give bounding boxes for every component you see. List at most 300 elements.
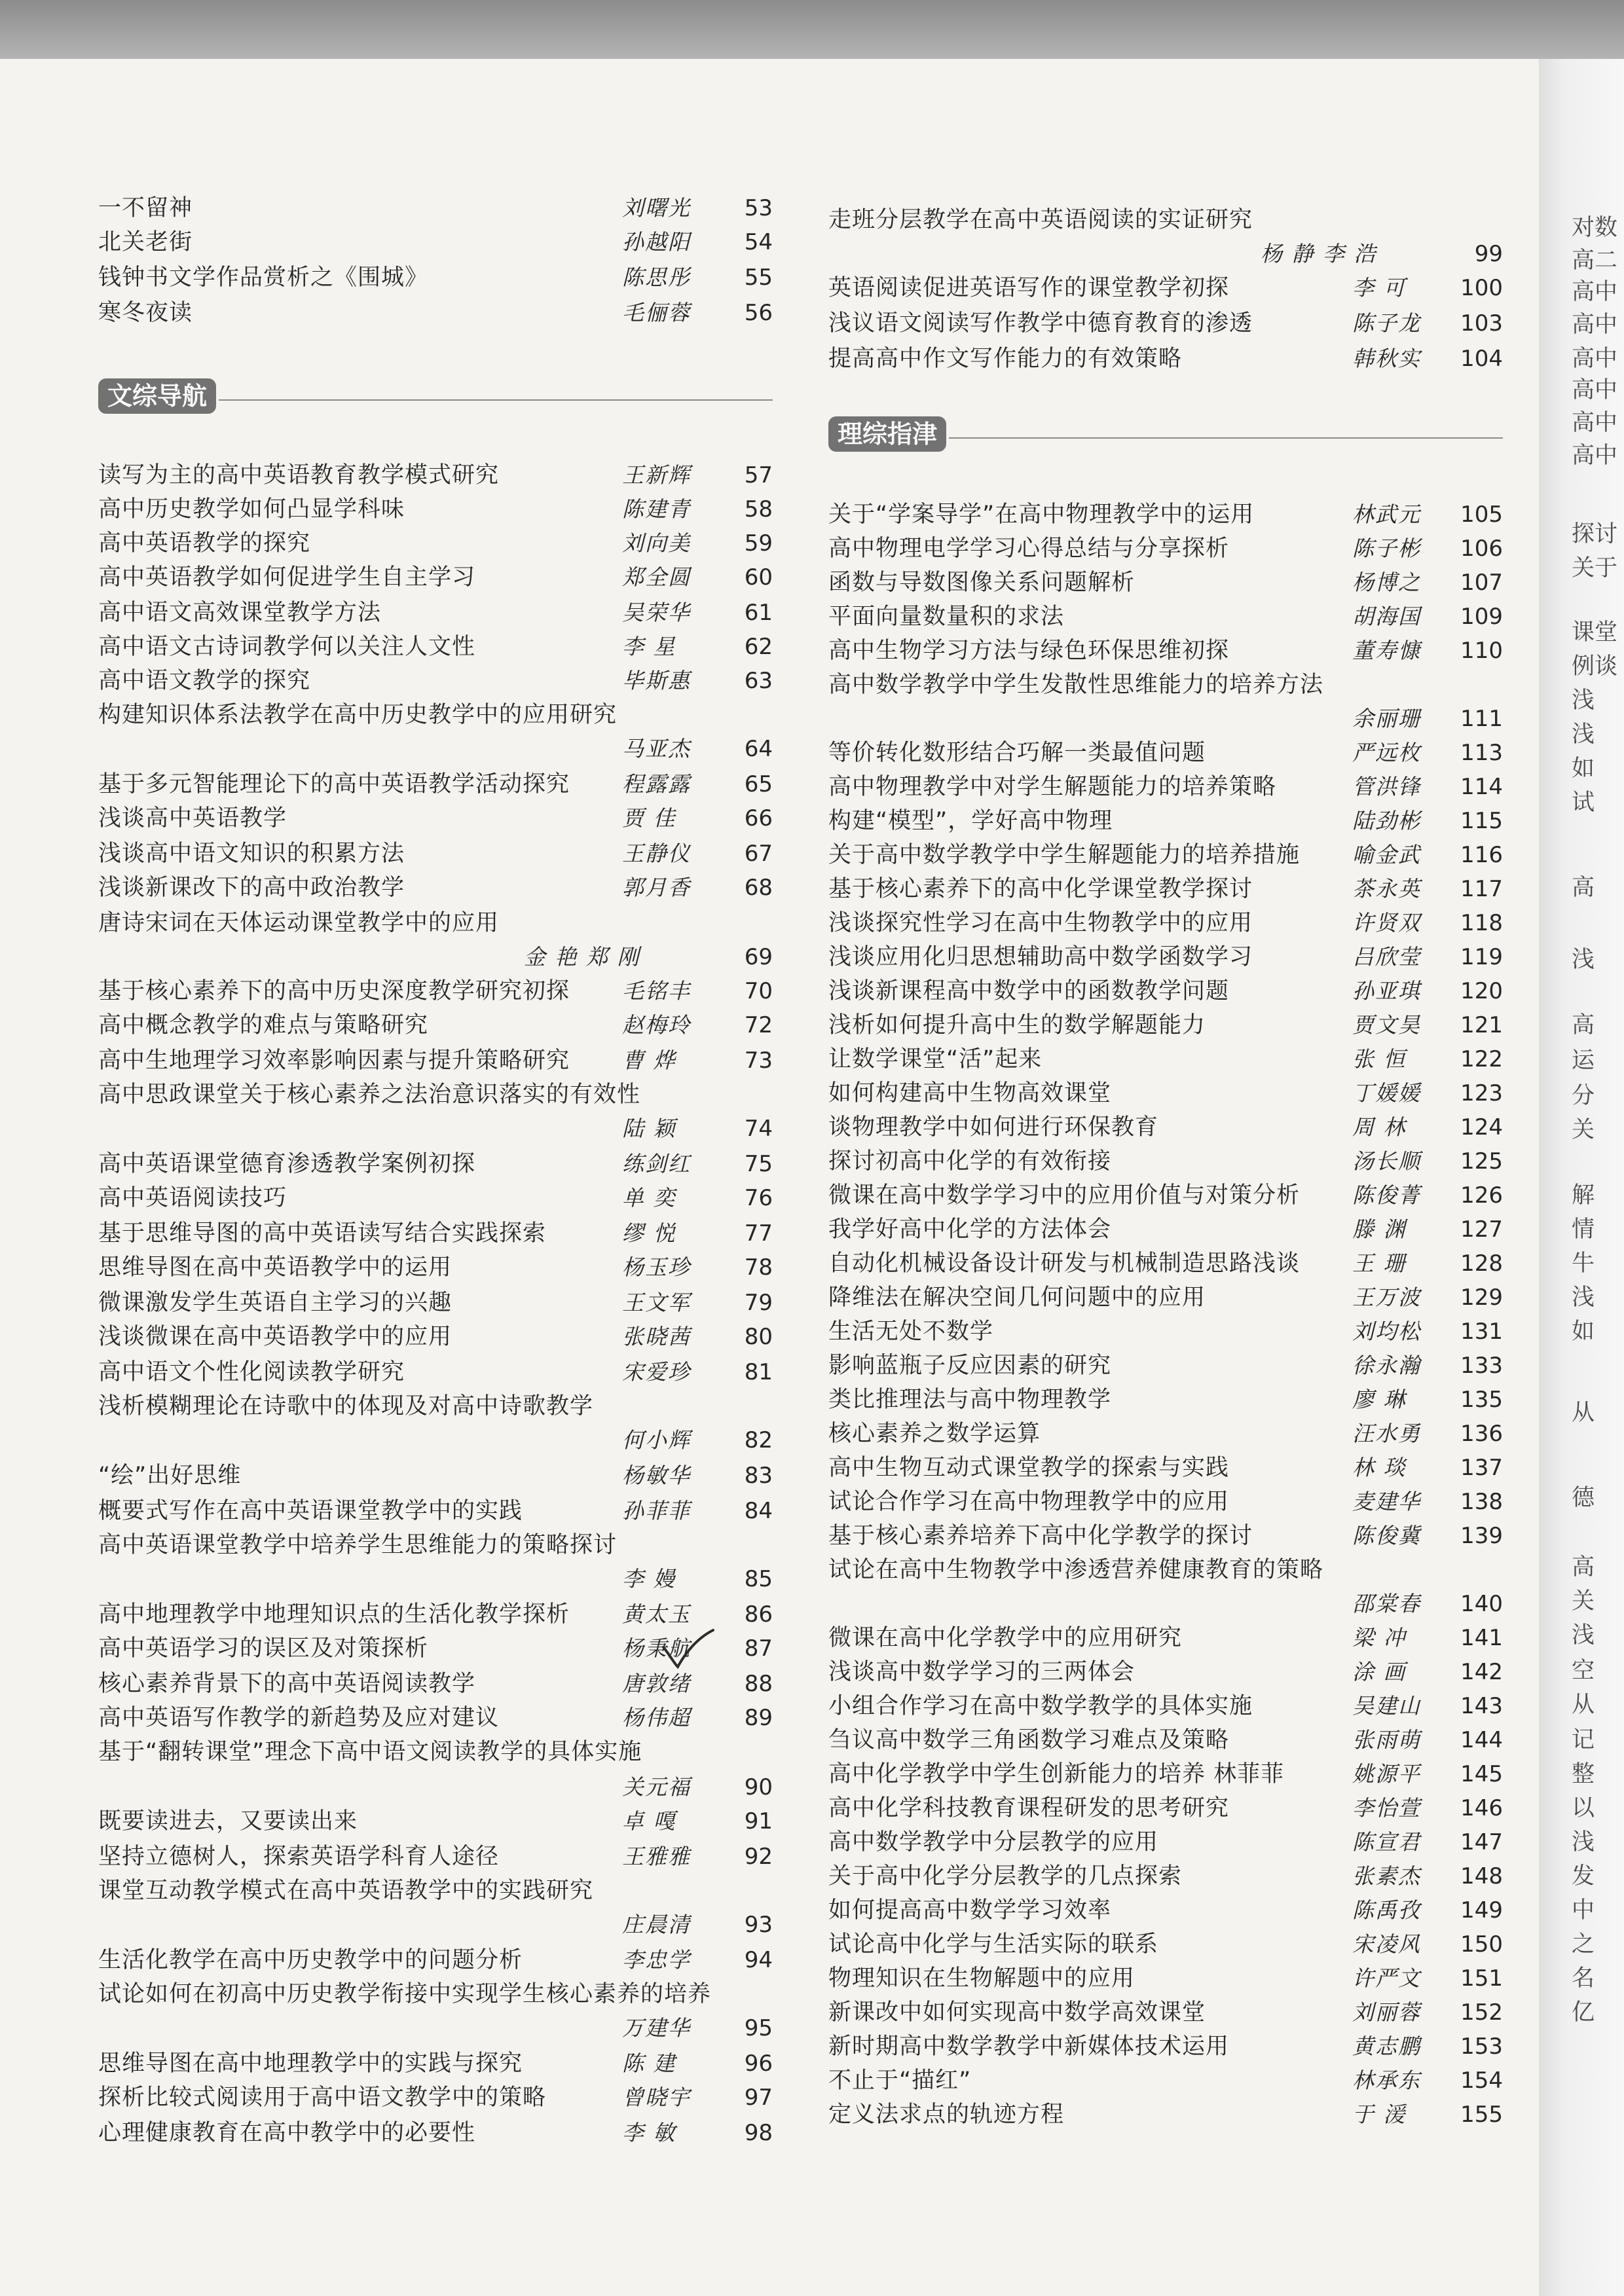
entry-title: 高中生物互动式课堂教学的探索与实践 [828, 1455, 1230, 1481]
edge-fragment: 高 [1572, 875, 1595, 901]
entry-title: 高中英语课堂教学中培养学生思维能力的策略探讨 [98, 1532, 618, 1558]
section-wenzong [98, 373, 773, 419]
toc-entry[interactable] [98, 767, 773, 801]
edge-fragment: 情 [1572, 1216, 1595, 1243]
entry-page-number: 103 [1460, 310, 1503, 337]
entry-title: 浅析如何提升高中生的数学解题能力 [828, 1012, 1206, 1038]
entry-page-number: 91 [744, 1808, 773, 1834]
entry-title: 浅谈新课改下的高中政治教学 [98, 875, 405, 901]
toc-entry[interactable] [98, 837, 773, 871]
toc-entry[interactable] [98, 1459, 773, 1493]
toc-entry[interactable] [98, 2116, 773, 2150]
entry-page-number: 109 [1460, 604, 1503, 630]
entry-title: 微课在高中化学教学中的应用研究 [828, 1625, 1183, 1651]
edge-fragment: 关 [1572, 1117, 1595, 1143]
toc-entry[interactable] [98, 1735, 773, 1769]
edge-fragment: 解 [1572, 1182, 1595, 1209]
toc-entry[interactable] [828, 1178, 1503, 1212]
entry-page-number: 83 [744, 1463, 773, 1489]
entry-author: 丁媛媛 [1352, 1080, 1421, 1106]
entry-title: 新时期高中数学教学中新媒体技术运用 [828, 2033, 1230, 2060]
toc-entry[interactable] [98, 1008, 773, 1042]
entry-title: 高中生地理学习效率影响因素与提升策略研究 [98, 1048, 570, 1074]
toc-entry[interactable] [828, 342, 1503, 376]
entry-author: 陈子龙 [1352, 310, 1421, 336]
entry-title: 探析比较式阅读用于高中语文教学中的策略 [98, 2085, 547, 2111]
toc-entry-continuation [98, 732, 773, 766]
toc-entry[interactable] [828, 1655, 1503, 1689]
entry-page-number: 141 [1460, 1625, 1503, 1651]
edge-fragment: 浅 [1572, 1622, 1595, 1649]
entry-author: 韩秋实 [1352, 346, 1421, 371]
entry-title: 函数与导数图像关系问题解析 [828, 570, 1135, 596]
toc-entry[interactable] [828, 1995, 1503, 2030]
entry-author: 庄晨清 [622, 1912, 691, 1937]
entry-author: 陈禹孜 [1352, 1897, 1421, 1923]
entry-author: 刘均松 [1352, 1319, 1421, 1344]
toc-entry[interactable] [828, 1451, 1503, 1485]
toc-entry[interactable] [98, 1840, 773, 1874]
entry-page-number: 61 [744, 600, 773, 626]
entry-title: 浅谈探究性学习在高中生物教学中的应用 [828, 910, 1253, 936]
entry-author: 金 艳 郑 刚 [524, 944, 640, 970]
entry-title: 我学好高中化学的方法体会 [828, 1216, 1112, 1243]
entry-author: 张 恒 [1352, 1046, 1407, 1072]
entry-page-number: 110 [1460, 638, 1503, 664]
edge-fragment: 从 [1572, 1400, 1595, 1426]
entry-page-number: 69 [744, 944, 773, 970]
toc-entry[interactable] [828, 2098, 1503, 2132]
entry-title: 高中数学教学中学生发散性思维能力的培养方法 [828, 672, 1324, 698]
entry-author: 严远枚 [1352, 740, 1421, 765]
entry-page-number: 59 [744, 530, 773, 556]
entry-title: 等价转化数形结合巧解一类最值问题 [828, 740, 1206, 766]
entry-title: 如何提高高中数学学习效率 [828, 1897, 1112, 1923]
toc-entry[interactable] [98, 1250, 773, 1285]
edge-fragment: 高中 [1572, 312, 1618, 338]
entry-page-number: 139 [1460, 1523, 1503, 1549]
entry-author: 于 湲 [1352, 2102, 1407, 2127]
edge-fragment: 分 [1572, 1083, 1595, 1109]
entry-page-number: 73 [744, 1048, 773, 1074]
toc-entry[interactable] [828, 940, 1503, 974]
entry-page-number: 142 [1460, 1659, 1503, 1685]
entry-title: 生活化教学在高中历史教学中的问题分析 [98, 1947, 523, 1973]
entry-page-number: 127 [1460, 1216, 1503, 1243]
toc-entry[interactable] [828, 770, 1503, 804]
entry-page-number: 116 [1460, 842, 1503, 868]
edge-fragment: 运 [1572, 1048, 1595, 1074]
entry-page-number: 151 [1460, 1965, 1503, 1992]
toc-entry[interactable] [828, 1076, 1503, 1110]
toc-entry[interactable] [828, 736, 1503, 770]
entry-title: 不止于“描红” [828, 2068, 972, 2094]
entry-author: 董寿慷 [1352, 638, 1421, 663]
entry-author: 毛俪蓉 [622, 300, 691, 325]
entry-page-number: 55 [744, 264, 773, 291]
entry-title: 课堂互动教学模式在高中英语教学中的实践研究 [98, 1878, 594, 1904]
scan-top-edge [0, 0, 1624, 59]
entry-page-number: 107 [1460, 570, 1503, 596]
edge-fragment: 以 [1572, 1795, 1595, 1821]
toc-entry[interactable] [98, 1216, 773, 1250]
entry-page-number: 64 [744, 736, 773, 762]
toc-entry[interactable] [98, 2047, 773, 2081]
entry-title: 微课在高中数学学习中的应用价值与对策分析 [828, 1182, 1301, 1209]
entry-title: 试论在高中生物教学中渗透营养健康教育的策略 [828, 1557, 1324, 1583]
entry-title: 高中语文个性化阅读教学研究 [98, 1359, 405, 1385]
entry-author: 许贤双 [1352, 910, 1421, 936]
toc-entry[interactable] [828, 1281, 1503, 1315]
entry-author: 陈思彤 [622, 264, 691, 290]
entry-author: 黄太玉 [622, 1601, 691, 1627]
entry-author: 郭月香 [622, 875, 691, 900]
entry-title: 高中英语课堂德育渗透教学案例初探 [98, 1151, 476, 1177]
entry-page-number: 77 [744, 1220, 773, 1247]
entry-title: 新课改中如何实现高中数学高效课堂 [828, 1999, 1206, 2026]
entry-title: 关于“学案导学”在高中物理教学中的运用 [828, 501, 1255, 528]
entry-page-number: 58 [744, 496, 773, 522]
toc-entry[interactable] [98, 1320, 773, 1354]
edge-fragment: 浅 [1572, 1829, 1595, 1855]
entry-author: 马亚杰 [622, 736, 691, 761]
entry-title: 试论高中化学与生活实际的联系 [828, 1931, 1159, 1958]
toc-entry[interactable] [828, 1315, 1503, 1349]
entry-title: 坚持立德树人，探索英语学科育人途径 [98, 1844, 500, 1870]
entry-title: 关于高中化学分层教学的几点探索 [828, 1863, 1183, 1889]
toc-entry[interactable] [98, 1044, 773, 1078]
entry-page-number: 131 [1460, 1319, 1503, 1345]
entry-page-number: 140 [1460, 1591, 1503, 1617]
entry-title: 高中化学教学中学生创新能力的培养 林菲菲 [828, 1761, 1285, 1787]
section-heading: 理综指津 [828, 416, 946, 452]
entry-page-number: 66 [744, 805, 773, 831]
entry-page-number: 57 [744, 462, 773, 488]
toc-entry[interactable] [828, 1485, 1503, 1519]
toc-entry[interactable] [828, 1144, 1503, 1178]
toc-entry[interactable] [98, 698, 773, 732]
section-rule [949, 437, 1503, 439]
entry-page-number: 126 [1460, 1182, 1503, 1209]
toc-entry[interactable] [828, 1689, 1503, 1723]
entry-title: 浅谈应用化归思想辅助高中数学函数学习 [828, 944, 1253, 970]
entry-author: 贾文昊 [1352, 1012, 1421, 1038]
entry-author: 姚源平 [1352, 1761, 1421, 1787]
toc-entry[interactable] [98, 1355, 773, 1389]
toc-entry[interactable] [98, 1943, 773, 1977]
section-rule [219, 399, 773, 401]
entry-author: 邵棠春 [1352, 1591, 1421, 1616]
entry-author: 宋爱珍 [622, 1359, 691, 1385]
toc-entry[interactable] [828, 1519, 1503, 1553]
toc-entry[interactable] [828, 974, 1503, 1008]
toc-entry[interactable] [828, 1008, 1503, 1042]
entry-page-number: 67 [744, 841, 773, 867]
toc-entry[interactable] [98, 596, 773, 630]
entry-author: 杨敏华 [622, 1463, 691, 1488]
toc-entry[interactable] [98, 225, 773, 259]
entry-page-number: 98 [744, 2120, 773, 2146]
edge-fragment: 探讨 [1572, 521, 1618, 547]
entry-page-number: 146 [1460, 1795, 1503, 1821]
entry-author: 王静仪 [622, 841, 691, 866]
entry-author: 李忠学 [622, 1947, 691, 1973]
toc-entry-continuation [98, 1423, 773, 1457]
edge-fragment: 高中 [1572, 443, 1618, 469]
toc-entry[interactable] [828, 1757, 1503, 1791]
toc-entry[interactable] [828, 2064, 1503, 2098]
entry-title: 英语阅读促进英语写作的课堂教学初探 [828, 275, 1230, 301]
entry-title: 构建知识体系法教学在高中历史教学中的应用研究 [98, 702, 618, 728]
toc-entry[interactable] [98, 1804, 773, 1838]
entry-author: 吕欣莹 [1352, 944, 1421, 970]
toc-entry[interactable] [828, 1212, 1503, 1247]
toc-entry[interactable] [98, 1701, 773, 1735]
entry-page-number: 120 [1460, 978, 1503, 1004]
toc-entry[interactable] [828, 634, 1503, 668]
toc-entry[interactable] [828, 1110, 1503, 1144]
edge-fragment: 高中 [1572, 377, 1618, 403]
entry-title: 基于思维导图的高中英语读写结合实践探索 [98, 1220, 547, 1247]
entry-title: 高中英语教学的探究 [98, 530, 311, 556]
entry-author: 陈俊冀 [1352, 1523, 1421, 1548]
edge-fragment: 浅 [1572, 687, 1595, 714]
entry-title: 既要读进去，又要读出来 [98, 1808, 358, 1834]
entry-page-number: 93 [744, 1912, 773, 1938]
toc-entry[interactable] [828, 804, 1503, 838]
toc-entry[interactable] [98, 630, 773, 664]
toc-entry[interactable] [828, 1553, 1503, 1587]
entry-author: 杨玉珍 [622, 1254, 691, 1280]
entry-author: 何小辉 [622, 1427, 691, 1453]
toc-entry[interactable] [98, 492, 773, 526]
toc-entry[interactable] [828, 271, 1503, 305]
toc-entry[interactable] [828, 1247, 1503, 1281]
toc-entry[interactable] [828, 1893, 1503, 1927]
entry-title: 高中数学教学中分层教学的应用 [828, 1829, 1159, 1855]
entry-page-number: 54 [744, 229, 773, 255]
entry-title: 高中英语学习的误区及对策探析 [98, 1635, 429, 1662]
entry-author: 胡海国 [1352, 604, 1421, 629]
entry-page-number: 76 [744, 1185, 773, 1211]
toc-entry[interactable] [828, 1859, 1503, 1893]
toc-entry[interactable] [98, 871, 773, 905]
entry-page-number: 97 [744, 2085, 773, 2111]
entry-page-number: 133 [1460, 1353, 1503, 1379]
entry-page-number: 90 [744, 1774, 773, 1800]
entry-author: 唐敦绪 [622, 1671, 691, 1696]
edge-fragment: 亿 [1572, 1999, 1595, 2026]
toc-entry[interactable] [828, 1825, 1503, 1859]
entry-title: 基于核心素养下的高中历史深度教学研究初探 [98, 978, 570, 1004]
toc-entry[interactable] [828, 498, 1503, 532]
entry-page-number: 144 [1460, 1727, 1503, 1753]
entry-author: 张晓茜 [622, 1324, 691, 1349]
toc-entry[interactable] [828, 1927, 1503, 1961]
entry-page-number: 149 [1460, 1897, 1503, 1923]
edge-fragment: 发 [1572, 1863, 1595, 1889]
entry-title: 提高高中作文写作能力的有效策略 [828, 346, 1183, 372]
entry-page-number: 62 [744, 634, 773, 660]
toc-entry[interactable] [828, 1961, 1503, 1995]
toc-entry[interactable] [98, 1528, 773, 1562]
entry-title: 高中语文古诗词教学何以关注人文性 [98, 634, 476, 660]
entry-author: 贾 佳 [622, 805, 676, 831]
entry-page-number: 56 [744, 300, 773, 326]
edge-fragment: 如 [1572, 756, 1595, 782]
entry-title: 浅谈高中语文知识的积累方法 [98, 841, 405, 867]
toc-entry[interactable] [828, 1383, 1503, 1417]
edge-fragment: 高二 [1572, 247, 1618, 274]
toc-entry[interactable] [828, 906, 1503, 940]
entry-title: 构建“模型”，学好高中物理 [828, 808, 1113, 834]
edge-fragment: 浅 [1572, 721, 1595, 748]
entry-author: 毛铭丰 [622, 978, 691, 1004]
entry-author: 汪水勇 [1352, 1421, 1421, 1446]
edge-fragment: 关 [1572, 1588, 1595, 1614]
toc-entry-continuation [828, 1587, 1503, 1621]
toc-entry[interactable] [98, 458, 773, 492]
toc-entry[interactable] [98, 296, 773, 330]
entry-page-number: 104 [1460, 346, 1503, 372]
entry-author: 练剑红 [622, 1151, 691, 1176]
toc-entry[interactable] [98, 906, 773, 940]
entry-title: 浅议语文阅读写作教学中德育教育的渗透 [828, 310, 1253, 337]
edge-fragment: 牛 [1572, 1250, 1595, 1277]
toc-entry-continuation [98, 940, 773, 974]
entry-author: 王万波 [1352, 1285, 1421, 1310]
entry-page-number: 53 [744, 195, 773, 221]
toc-entry-continuation [828, 237, 1503, 271]
entry-page-number: 79 [744, 1290, 773, 1316]
handwritten-check-mark [658, 1626, 717, 1672]
entry-author: 徐永瀚 [1352, 1353, 1421, 1378]
toc-entry[interactable] [828, 600, 1503, 634]
toc-entry[interactable] [98, 974, 773, 1008]
entry-author: 单 奕 [622, 1185, 676, 1211]
entry-page-number: 124 [1460, 1114, 1503, 1140]
entry-title: 微课激发学生英语自主学习的兴趣 [98, 1290, 452, 1316]
entry-page-number: 86 [744, 1601, 773, 1628]
entry-author: 梁 冲 [1352, 1625, 1407, 1650]
toc-entry[interactable] [828, 1417, 1503, 1451]
edge-fragment: 课堂 [1572, 619, 1618, 646]
entry-author: 陈子彬 [1352, 536, 1421, 561]
entry-title: 谈物理教学中如何进行环保教育 [828, 1114, 1159, 1140]
entry-page-number: 78 [744, 1254, 773, 1281]
toc-entry[interactable] [828, 838, 1503, 872]
toc-entry[interactable] [98, 801, 773, 835]
toc-entry[interactable] [98, 191, 773, 225]
toc-entry[interactable] [98, 560, 773, 594]
entry-author: 林 琰 [1352, 1455, 1407, 1480]
section-heading: 文综导航 [98, 378, 216, 414]
toc-entry[interactable] [828, 872, 1503, 906]
entry-page-number: 123 [1460, 1080, 1503, 1106]
entry-author: 王文军 [622, 1290, 691, 1315]
toc-entry[interactable] [828, 1042, 1503, 1076]
toc-entry[interactable] [98, 1389, 773, 1423]
toc-entry[interactable] [98, 261, 773, 295]
toc-entry[interactable] [828, 203, 1503, 237]
entry-author: 陈建青 [622, 496, 691, 522]
entry-page-number: 113 [1460, 740, 1503, 766]
entry-title: “绘”出好思维 [98, 1463, 242, 1489]
toc-entry[interactable] [98, 2081, 773, 2115]
entry-page-number: 136 [1460, 1421, 1503, 1447]
toc-entry[interactable] [98, 526, 773, 560]
toc-entry-continuation [98, 2011, 773, 2045]
entry-author: 李 嫚 [622, 1566, 676, 1592]
toc-entry[interactable] [828, 1621, 1503, 1655]
entry-page-number: 128 [1460, 1250, 1503, 1277]
edge-fragment: 高 [1572, 1012, 1595, 1038]
toc-entry[interactable] [98, 1147, 773, 1181]
toc-entry[interactable] [828, 2030, 1503, 2064]
entry-title: 浅谈新课程高中数学中的函数教学问题 [828, 978, 1230, 1004]
entry-author: 涂 画 [1352, 1659, 1407, 1685]
toc-entry[interactable] [828, 1723, 1503, 1757]
entry-title: 浅谈高中英语教学 [98, 805, 287, 831]
toc-entry[interactable] [98, 1286, 773, 1320]
entry-title: 心理健康教育在高中教学中的必要性 [98, 2120, 476, 2146]
entry-author: 余丽珊 [1352, 706, 1421, 731]
entry-author: 孙菲菲 [622, 1498, 691, 1523]
toc-entry-continuation [98, 1908, 773, 1942]
entry-author: 张素杰 [1352, 1863, 1421, 1889]
entry-author: 李怡萱 [1352, 1795, 1421, 1821]
entry-title: 高中英语阅读技巧 [98, 1185, 287, 1211]
entry-author: 万建华 [622, 2015, 691, 2041]
edge-fragment: 之 [1572, 1931, 1595, 1958]
edge-fragment: 整 [1572, 1761, 1595, 1787]
entry-author: 周 林 [1352, 1114, 1407, 1140]
edge-fragment: 空 [1572, 1658, 1595, 1684]
toc-entry[interactable] [98, 1977, 773, 2011]
toc-entry[interactable] [828, 566, 1503, 600]
entry-title: 读写为主的高中英语教育教学模式研究 [98, 462, 500, 488]
entry-page-number: 87 [744, 1635, 773, 1662]
entry-author: 吴建山 [1352, 1693, 1421, 1719]
toc-entry[interactable] [828, 668, 1503, 702]
toc-entry[interactable] [828, 1349, 1503, 1383]
toc-entry[interactable] [828, 532, 1503, 566]
entry-title: 基于“翻转课堂”理念下高中语文阅读教学的具体实施 [98, 1739, 642, 1765]
entry-author: 杨伟超 [622, 1705, 691, 1730]
entry-title: 浅谈微课在高中英语教学中的应用 [98, 1324, 452, 1350]
edge-fragment: 例谈 [1572, 653, 1618, 680]
entry-author: 宋凌风 [1352, 1931, 1421, 1957]
toc-entry[interactable] [98, 1494, 773, 1528]
toc-entry[interactable] [98, 1874, 773, 1908]
entry-page-number: 84 [744, 1498, 773, 1524]
entry-page-number: 154 [1460, 2068, 1503, 2094]
entry-page-number: 148 [1460, 1863, 1503, 1889]
entry-title: 高中地理教学中地理知识点的生活化教学探析 [98, 1601, 570, 1628]
entry-page-number: 88 [744, 1671, 773, 1697]
entry-author: 许严文 [1352, 1965, 1421, 1991]
entry-author: 杨秉航 [622, 1635, 691, 1661]
toc-entry[interactable] [98, 664, 773, 698]
toc-entry[interactable] [828, 1791, 1503, 1825]
toc-entry[interactable] [98, 1181, 773, 1215]
toc-entry[interactable] [828, 306, 1503, 340]
edge-fragment: 浅 [1572, 1285, 1595, 1311]
toc-entry[interactable] [98, 1078, 773, 1112]
entry-title: 平面向量数量积的求法 [828, 604, 1065, 630]
entry-page-number: 145 [1460, 1761, 1503, 1787]
entry-title: 北关老街 [98, 229, 193, 255]
